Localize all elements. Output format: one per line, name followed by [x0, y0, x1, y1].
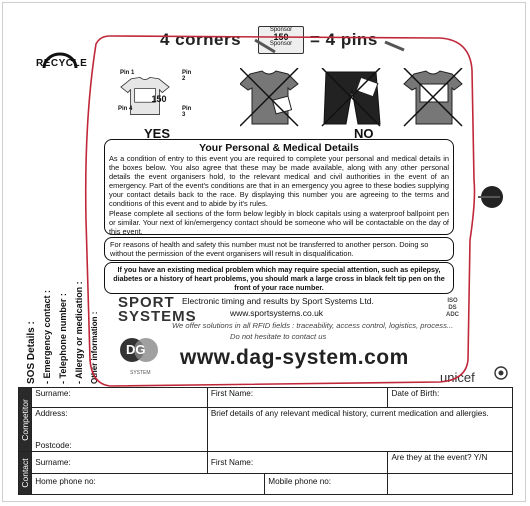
surname-label: Surname: — [35, 389, 71, 398]
at-event-label: Are they at the event? Y/N — [391, 453, 488, 462]
sos-allergy: - Allergy or medication : — [74, 281, 84, 384]
mini-bib-top: Sponsor — [269, 27, 293, 33]
address-field[interactable] — [32, 408, 208, 430]
sos-emergency: - Emergency contact : — [42, 289, 52, 384]
address-label: Address: — [35, 409, 68, 418]
at-event-field[interactable] — [388, 452, 513, 474]
contact-surname-field[interactable] — [32, 452, 208, 474]
postcode-label: Postcode: — [35, 441, 72, 450]
no-label: NO — [354, 126, 374, 141]
sport-logo-top: SPORT — [118, 294, 175, 311]
contact-us-text: Do not hesitate to contact us — [230, 332, 327, 341]
sport-systems-url: www.sportsystems.co.uk — [230, 308, 324, 318]
system-label: SYSTEM — [130, 370, 151, 376]
contact-surname-label: Surname: — [35, 458, 71, 467]
competitor-label-cell — [19, 388, 32, 452]
pins-title: = 4 pins — [310, 30, 378, 49]
first-name-label: First Name: — [210, 389, 254, 398]
details-paragraph-2: Please complete all sections of the form below legibly in block capitals using a waterproof ballpoint pen or similar. Your next of kin/emergency contact should be someone who will be contactable on the day of this event. — [109, 209, 449, 236]
transfer-warning: For reasons of health and safety this number must not be transferred to another person. Doing so without the permission of the event organisers will result in disqualification. — [110, 240, 429, 258]
rfid-text: We offer solutions in all RFID fields : traceability, access control, logistics, process... — [172, 321, 454, 330]
entry-form — [18, 387, 513, 495]
pin-2-label: Pin 2 — [182, 70, 192, 82]
postcode-field[interactable] — [32, 430, 208, 452]
dag-url: www.dag-system.com — [180, 346, 409, 369]
contact-first-name-field[interactable] — [207, 452, 388, 474]
pin-1-label: Pin 1 — [120, 70, 135, 76]
contact-label-cell — [19, 452, 32, 495]
phone-row — [32, 474, 388, 495]
iso-label: ISO — [447, 298, 458, 304]
sos-other: Other information : — [90, 311, 99, 384]
corners-title: 4 corners — [160, 30, 242, 49]
dg-text: DG — [126, 342, 146, 357]
bib-number: 150 — [151, 94, 167, 104]
contact-label: Contact — [20, 458, 31, 488]
mini-bib-bottom: Sponsor — [269, 41, 293, 47]
pin-4-label: Pin 4 — [118, 106, 133, 112]
recycle-text: RECYCLE — [36, 58, 88, 69]
dob-field[interactable] — [388, 388, 513, 408]
surname-field[interactable] — [32, 388, 208, 408]
phone-row-empty — [388, 474, 513, 495]
iso-code: DS — [448, 305, 457, 311]
mobile-phone-field[interactable] — [265, 474, 387, 494]
medical-notice: If you have an existing medical problem which may require special attention, such as epilepsy, diabetes or a history of heart problems, you should mark a large cross in black felt tip pen on the front of your race number. — [113, 265, 445, 292]
medical-history-field[interactable] — [207, 408, 512, 452]
contact-first-name-label: First Name: — [210, 458, 254, 467]
first-name-field[interactable] — [207, 388, 388, 408]
dob-label: Date of Birth: — [391, 389, 440, 398]
yes-label: YES — [144, 126, 171, 141]
details-title: Your Personal & Medical Details — [199, 142, 359, 154]
unicef-logo: unicef — [440, 370, 475, 385]
details-paragraph-1: As a condition of entry to this event you are required to complete your personal and medical details in the boxes below. You also agree that these may be made available, along with any other personal details the event organisers hold, to the relevant medical and civil authorities in the event of an emergency. Part of the event's conditions are that in an emergency you agree to these bodies supplying your contact details back to the race. By displaying this number you are agreeing to the terms and conditions of this event and to abide by it's rules. — [109, 154, 449, 208]
pin-3-label: Pin 3 — [182, 106, 192, 118]
mini-bib-number: 150 — [273, 32, 289, 42]
sos-telephone: - Telephone number : — [58, 293, 68, 384]
mobile-phone-label: Mobile phone no: — [268, 477, 332, 486]
sos-title: SOS Details : — [26, 321, 37, 384]
competitor-label: Competitor — [20, 398, 31, 441]
iso-sub: ADC — [446, 312, 459, 318]
home-phone-label: Home phone no: — [35, 477, 96, 486]
medical-history-label: Brief details of any relevant medical history, current medication and allergies. — [210, 409, 489, 418]
home-phone-field[interactable] — [32, 474, 265, 494]
timing-credit: Electronic timing and results by Sport Systems Ltd. — [182, 296, 374, 306]
sport-logo-bottom: SYSTEMS — [118, 308, 197, 325]
